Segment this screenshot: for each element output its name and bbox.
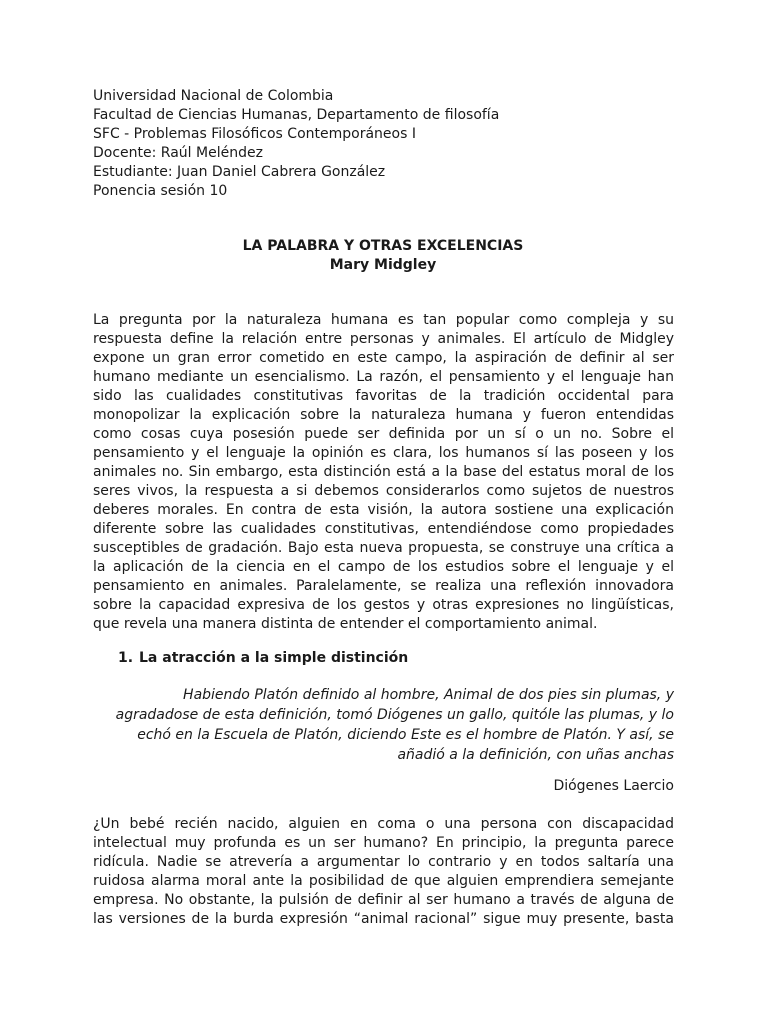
epigraph-line: Habiendo Platón definido al hombre, Animal de dos pies sin plumas, y xyxy=(183,687,674,703)
abstract-line: diferente sobre las cualidades constitutivas, entendiéndose como propiedades xyxy=(93,521,674,537)
header-session: Ponencia sesión 10 xyxy=(93,183,228,199)
section-number: 1. xyxy=(118,650,134,666)
body-line: intelectual muy profunda es un ser humano? En principio, la pregunta parece xyxy=(93,835,674,851)
abstract-line: respuesta define la relación entre personas y animales. El artículo de Midgley xyxy=(93,331,674,347)
abstract-line: humano mediante un esencialismo. La razón, el pensamiento y el lenguaje han xyxy=(93,369,674,385)
abstract-line: la aplicación de la ciencia en el campo de los estudios sobre el lenguaje y el xyxy=(93,559,674,575)
section-title: La atracción a la simple distinción xyxy=(139,650,409,666)
header-teacher: Docente: Raúl Meléndez xyxy=(93,145,263,161)
document-author: Mary Midgley xyxy=(329,257,437,273)
epigraph-line: añadió a la definición, con uñas anchas xyxy=(397,747,674,763)
body-line: ¿Un bebé recién nacido, alguien en coma o una persona con discapacidad xyxy=(93,816,674,832)
abstract-line: pensamiento en animales. Paralelamente, se realiza una reflexión innovadora xyxy=(93,578,674,594)
abstract-line: sido las cualidades constitutivas favoritas de la tradición occidental para xyxy=(93,388,674,404)
header-course: SFC - Problemas Filosóficos Contemporáneos I xyxy=(93,126,416,142)
abstract-paragraph xyxy=(93,311,674,634)
title-block xyxy=(93,237,673,275)
abstract-line: deberes morales. En contra de esta visión, la autora sostiene una explicación xyxy=(93,502,674,518)
abstract-line: que revela una manera distinta de entender el comportamiento animal. xyxy=(93,616,598,632)
abstract-line: susceptibles de gradación. Bajo esta nueva propuesta, se construye una crítica a xyxy=(93,540,674,556)
epigraph-line: echó en la Escuela de Platón, diciendo Este es el hombre de Platón. Y así, se xyxy=(137,727,674,743)
body-line: las versiones de la burda expresión “animal racional” sigue muy presente, basta xyxy=(93,911,674,927)
abstract-line: como cosas cuya posesión puede ser definida por un sí o un no. Sobre el xyxy=(93,426,674,442)
epigraph-attribution: Diógenes Laercio xyxy=(553,778,674,794)
body-line: ridícula. Nadie se atrevería a argumentar lo contrario y en todos saltaría una xyxy=(93,854,674,870)
body-line: ruidosa alarma moral ante la posibilidad de que alguien emprendiera semejante xyxy=(93,873,674,889)
abstract-line: animales no. Sin embargo, esta distinción está a la base del estatus moral de los xyxy=(93,464,674,480)
abstract-line: pensamiento y el lenguaje la opinión es clara, los humanos sí las poseen y los xyxy=(93,445,674,461)
abstract-line: seres vivos, la respuesta a si debemos considerarlos como sujetos de nuestros xyxy=(93,483,674,499)
document-header xyxy=(93,87,693,201)
epigraph-line: agradadose de esta definición, tomó Diógenes un gallo, quitóle las plumas, y lo xyxy=(115,707,674,723)
abstract-line: expone un gran error cometido en este campo, la aspiración de definir al ser xyxy=(93,350,674,366)
abstract-line: monopolizar la explicación sobre la naturaleza humana y fueron entendidas xyxy=(93,407,674,423)
header-faculty: Facultad de Ciencias Humanas, Departamento de filosofía xyxy=(93,107,500,123)
header-university: Universidad Nacional de Colombia xyxy=(93,88,334,104)
body-paragraph xyxy=(93,815,674,929)
epigraph-quote xyxy=(100,685,674,765)
abstract-line: La pregunta por la naturaleza humana es tan popular como compleja y su xyxy=(93,312,674,328)
section-heading xyxy=(118,649,408,668)
header-student: Estudiante: Juan Daniel Cabrera González xyxy=(93,164,386,180)
body-line: empresa. No obstante, la pulsión de definir al ser humano a través de alguna de xyxy=(93,892,674,908)
document-title: LA PALABRA Y OTRAS EXCELENCIAS xyxy=(242,238,524,254)
abstract-line: sobre la capacidad expresiva de los gestos y otras expresiones no lingüísticas, xyxy=(93,597,674,613)
